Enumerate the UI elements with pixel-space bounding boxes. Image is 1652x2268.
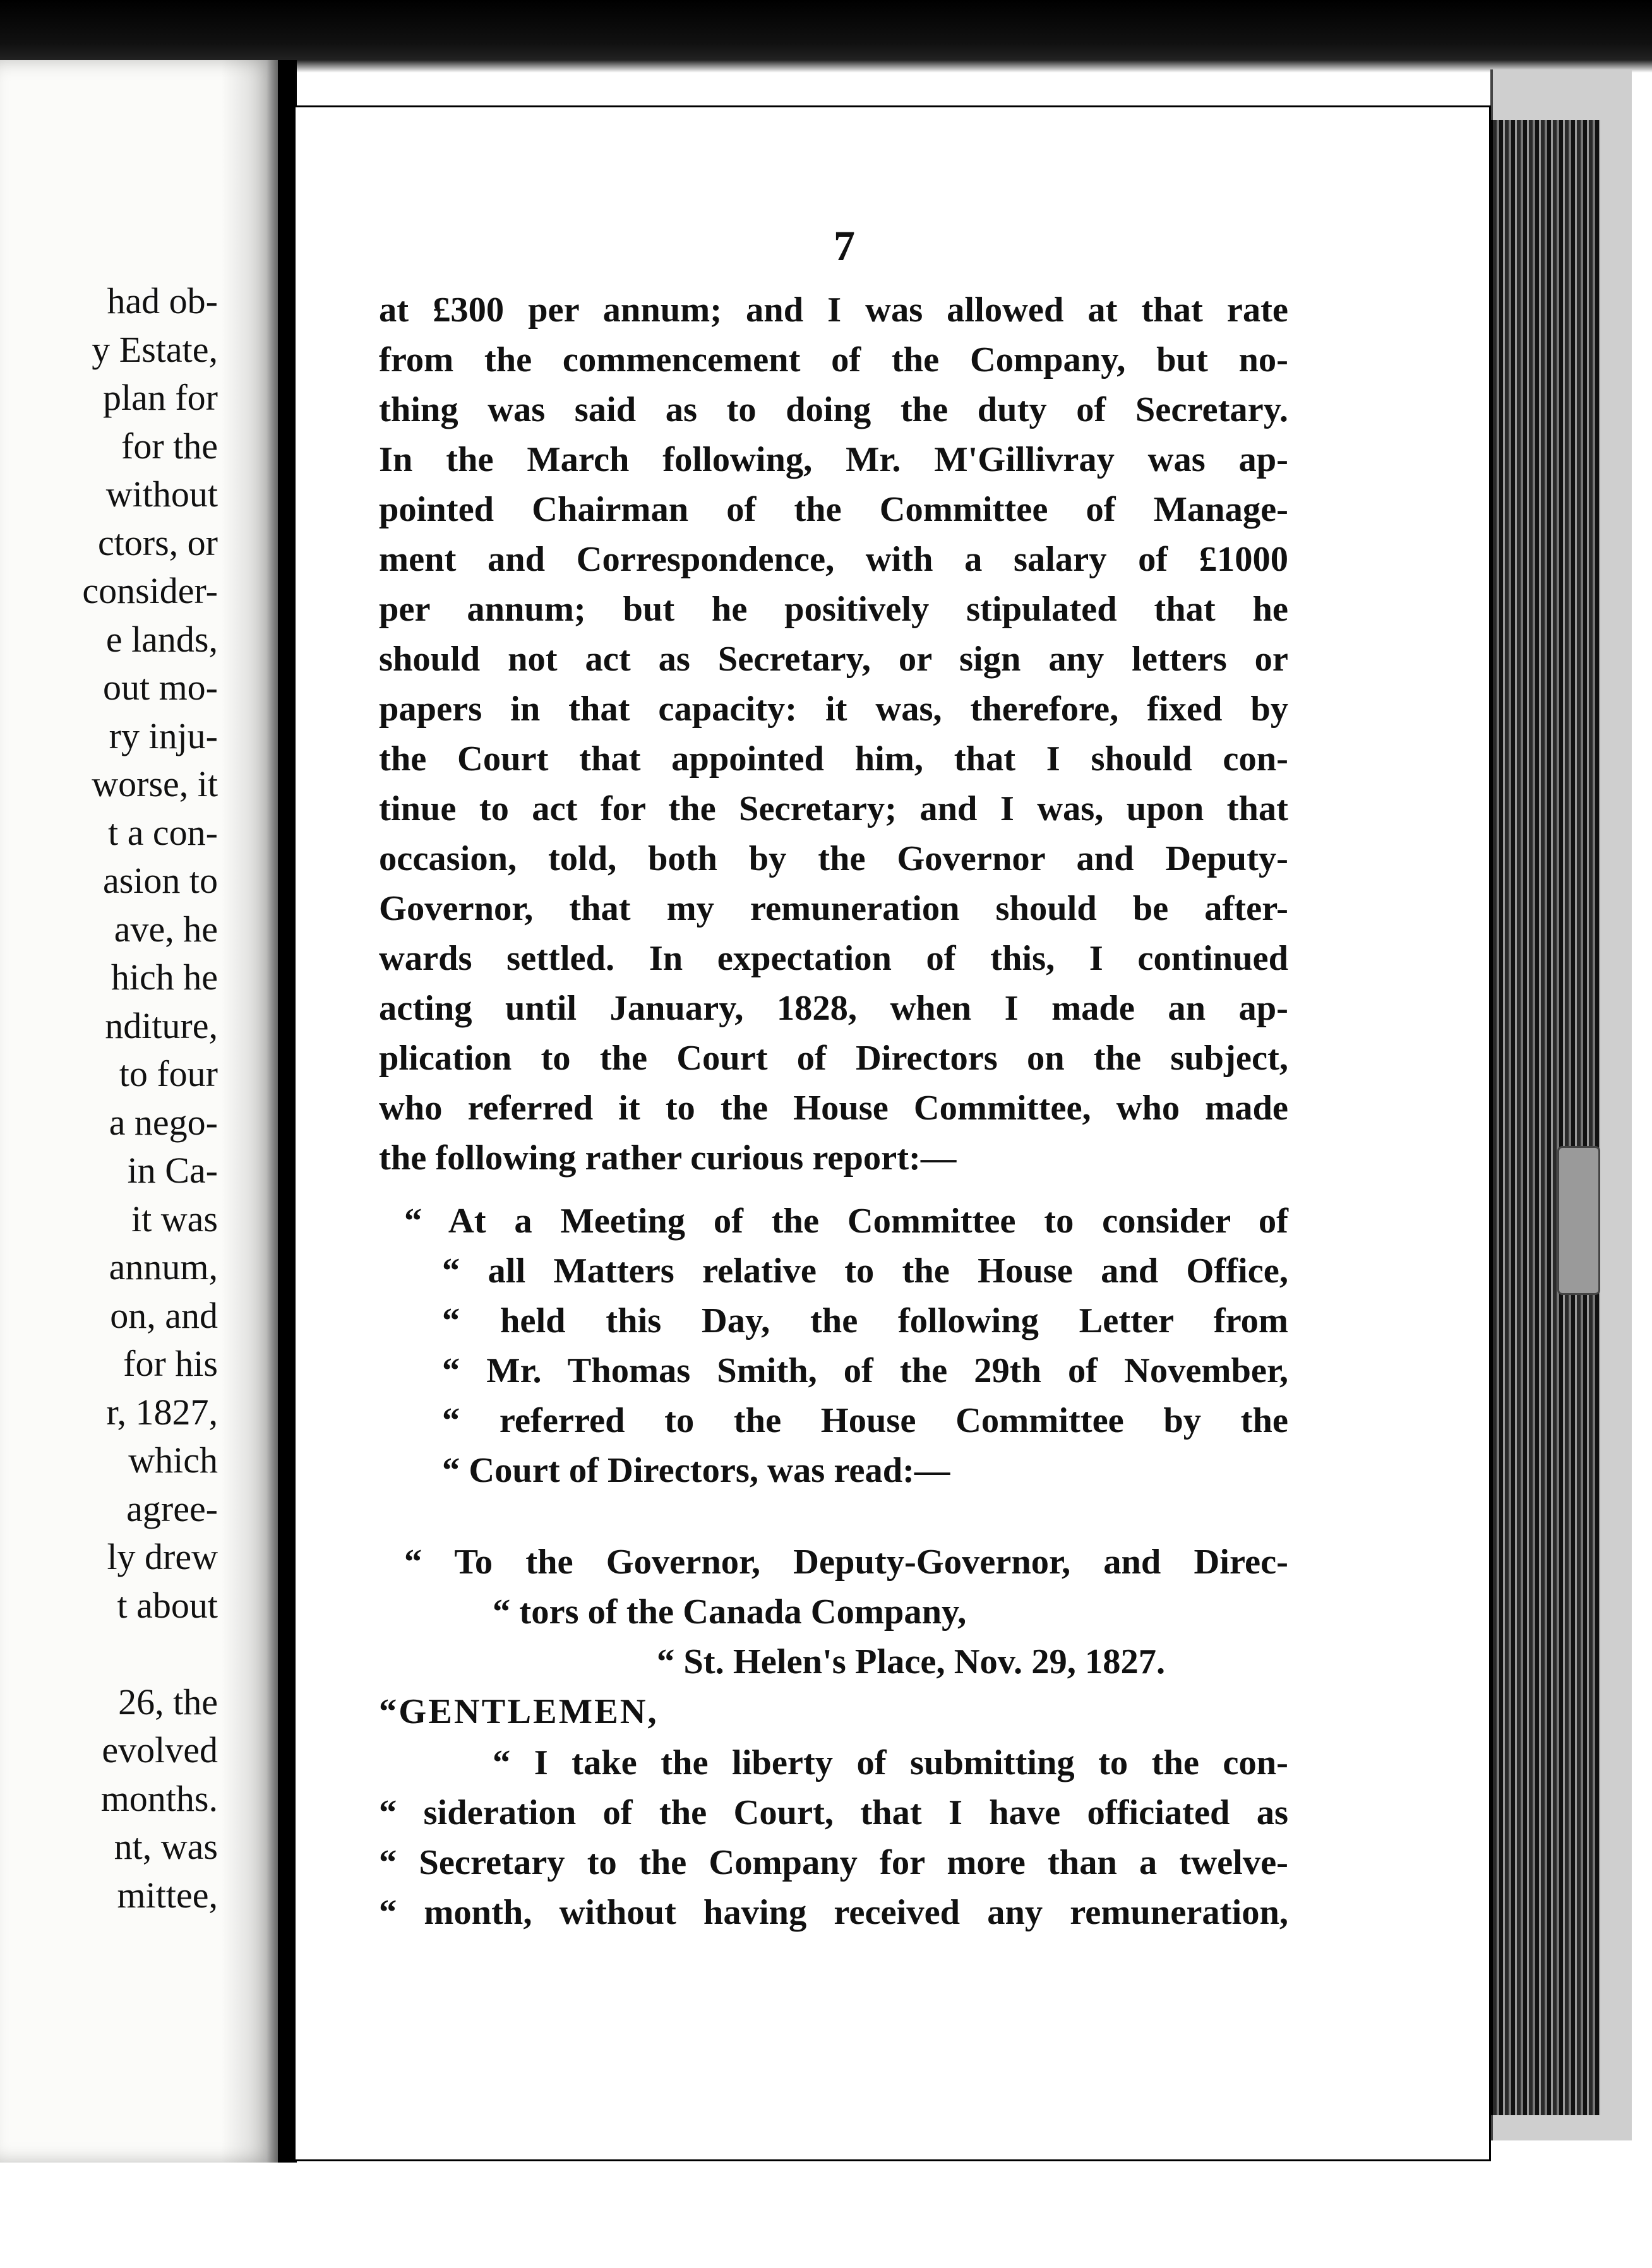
text-line: “ referred to the House Committee by the [442, 1401, 1288, 1440]
letter-dateline: “ St. Helen's Place, Nov. 29, 1827. [657, 1642, 1166, 1681]
bookmark-tab [1557, 1146, 1600, 1295]
text-line: per annum; but he positively stipulated that he [379, 590, 1288, 629]
left-page-line: agree- [126, 1488, 218, 1529]
left-page-line: to four [119, 1053, 218, 1094]
left-page-line: consider- [82, 570, 218, 611]
left-page-line: asion to [102, 860, 218, 901]
left-page-line: in Ca- [127, 1150, 218, 1191]
text-line: from the commencement of the Company, but no- [379, 340, 1288, 379]
left-page-line: hich he [111, 957, 218, 998]
text-line: “ Mr. Thomas Smith, of the 29th of November, [442, 1351, 1288, 1390]
letter-body [379, 1738, 1288, 1938]
text-line: occasion, told, both by the Governor and Deputy- [379, 839, 1288, 878]
left-page-line: nt, was [114, 1826, 218, 1867]
page-number: 7 [834, 222, 855, 270]
left-page-line: ave, he [114, 908, 218, 950]
text-line: “ month, without having received any remuneration, [379, 1893, 1288, 1932]
text-line: acting until January, 1828, when I made an ap- [379, 989, 1288, 1028]
page-edges-stack [1490, 120, 1600, 2115]
left-page-line: plan for [103, 377, 218, 418]
text-line: “ held this Day, the following Letter from [442, 1301, 1288, 1340]
text-line: should not act as Secretary, or sign any letters or [379, 640, 1288, 679]
left-page-line: t a con- [108, 811, 218, 853]
left-page-line: had ob- [107, 280, 218, 321]
text-line: plication to the Court of Directors on the subject, [379, 1039, 1288, 1078]
left-page-line: ctors, or [97, 522, 218, 563]
left-page-line: on, and [110, 1294, 218, 1336]
left-page-line: t about [117, 1584, 218, 1626]
text-line: ment and Correspondence, with a salary of £1000 [379, 540, 1288, 579]
left-page-line: worse, it [92, 763, 218, 804]
left-page-line: 26, the [118, 1681, 218, 1722]
left-page-line: r, 1827, [106, 1391, 218, 1433]
text-line: papers in that capacity: it was, therefore, fixed by [379, 689, 1288, 729]
text-line: In the March following, Mr. M'Gillivray was ap- [379, 440, 1288, 479]
text-line: “ tors of the Canada Company, [493, 1592, 967, 1632]
letter-salutation: “GENTLEMEN, [379, 1692, 659, 1731]
text-line: Governor, that my remuneration should be after- [379, 889, 1288, 928]
text-line: the following rather curious report:— [379, 1138, 957, 1178]
left-page-line: without [105, 474, 218, 515]
text-line: wards settled. In expectation of this, I continued [379, 939, 1288, 978]
text-line: pointed Chairman of the Committee of Manage- [379, 490, 1288, 529]
left-page-line: a nego- [109, 1101, 218, 1143]
text-line: “ At a Meeting of the Committee to consider of [404, 1202, 1288, 1241]
left-page-line: it was [131, 1198, 218, 1239]
text-line: “ Court of Directors, was read:— [442, 1451, 950, 1490]
left-page-line: y Estate, [92, 328, 218, 370]
text-line: at £300 per annum; and I was allowed at that rate [379, 290, 1288, 330]
text-line: who referred it to the House Committee, who made [379, 1089, 1288, 1128]
scan-margin-bottom [0, 2163, 1652, 2268]
text-line: “ To the Governor, Deputy-Governor, and Direc- [404, 1543, 1288, 1582]
left-page-line: months. [100, 1777, 218, 1819]
text-line: “ Secretary to the Company for more than a twelve- [379, 1843, 1288, 1882]
paragraph-1 [379, 285, 1288, 1183]
quoted-minutes [379, 1197, 1288, 1496]
left-page-line: out mo- [102, 667, 218, 708]
left-page-line: ry inju- [109, 715, 218, 756]
left-page-line: for his [123, 1343, 218, 1384]
left-page-line: annum, [109, 1246, 218, 1287]
text-line: “ I take the liberty of submitting to the con- [493, 1743, 1288, 1782]
letter-address [379, 1537, 1288, 1737]
text-line: “ sideration of the Court, that I have officiated as [379, 1793, 1288, 1832]
left-page-line: nditure, [105, 1005, 218, 1046]
left-page-line: ly drew [107, 1536, 218, 1577]
text-line: “ all Matters relative to the House and Office, [442, 1251, 1288, 1291]
text-line: tinue to act for the Secretary; and I was, upon that [379, 789, 1288, 828]
left-page-line: evolved [102, 1729, 218, 1770]
text-line: the Court that appointed him, that I should con- [379, 739, 1288, 779]
left-page-line: which [128, 1440, 218, 1481]
left-page-line: for the [121, 425, 218, 467]
text-line: thing was said as to doing the duty of Secretary. [379, 390, 1288, 429]
left-page-line: e lands, [105, 618, 218, 660]
book-spine-gap [278, 60, 296, 2163]
left-page-line: mittee, [117, 1874, 218, 1916]
